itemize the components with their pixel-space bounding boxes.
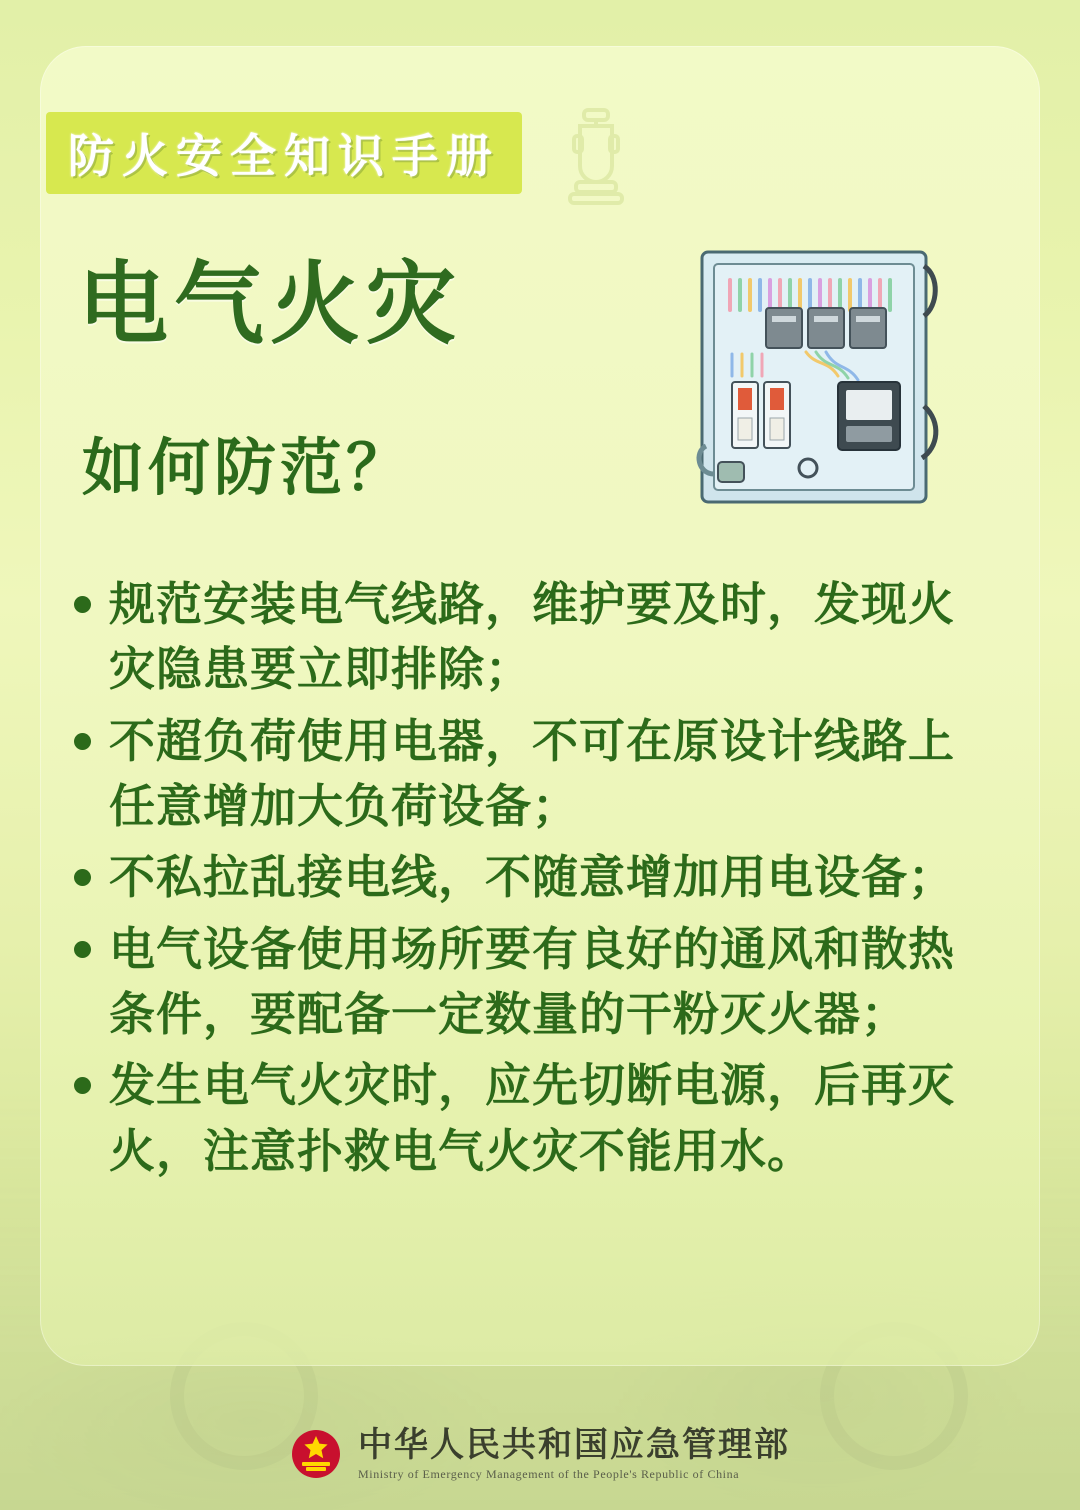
- bullet-list: [66, 572, 996, 1190]
- electrical-distribution-box-illustration: [688, 236, 950, 518]
- ribbon-banner: [46, 112, 522, 194]
- list-item-text: 不超负荷使用电器，不可在原设计线路上任意增加大负荷设备；: [109, 713, 955, 833]
- bullet-dot-icon: [74, 733, 91, 750]
- bullet-dot-icon: [74, 869, 91, 886]
- footer-texts: [358, 1424, 790, 1482]
- page-subtitle: 如何防范？: [82, 431, 413, 504]
- list-item-text: 发生电气火灾时，应先切断电源，后再灭火，注意扑救电气火灾不能用水。: [109, 1058, 955, 1178]
- footer-org-cn: 中华人民共和国应急管理部: [358, 1424, 790, 1465]
- list-item-text: 电气设备使用场所要有良好的通风和散热条件，要配备一定数量的干粉灭火器；: [109, 921, 955, 1041]
- bullet-dot-icon: [74, 941, 91, 958]
- list-item-text: 规范安装电气线路，维护要及时，发现火灾隐患要立即排除；: [109, 577, 955, 697]
- list-item: [66, 917, 996, 1048]
- fire-hydrant-icon: [560, 96, 632, 206]
- page-title: 电气火灾: [78, 252, 462, 357]
- list-item: [66, 572, 996, 703]
- list-item-text: 不私拉乱接电线，不随意增加用电设备；: [109, 850, 955, 905]
- national-emblem-icon: [290, 1428, 342, 1480]
- list-item: [66, 709, 996, 840]
- list-item: [66, 1053, 996, 1184]
- bullet-dot-icon: [74, 596, 91, 613]
- footer-org-en: Ministry of Emergency Management of the People's Republic of China: [358, 1467, 740, 1481]
- list-item: [66, 845, 996, 910]
- bullet-dot-icon: [74, 1077, 91, 1094]
- footer: [0, 1424, 1080, 1482]
- ribbon-label: 防火安全知识手册: [68, 129, 500, 183]
